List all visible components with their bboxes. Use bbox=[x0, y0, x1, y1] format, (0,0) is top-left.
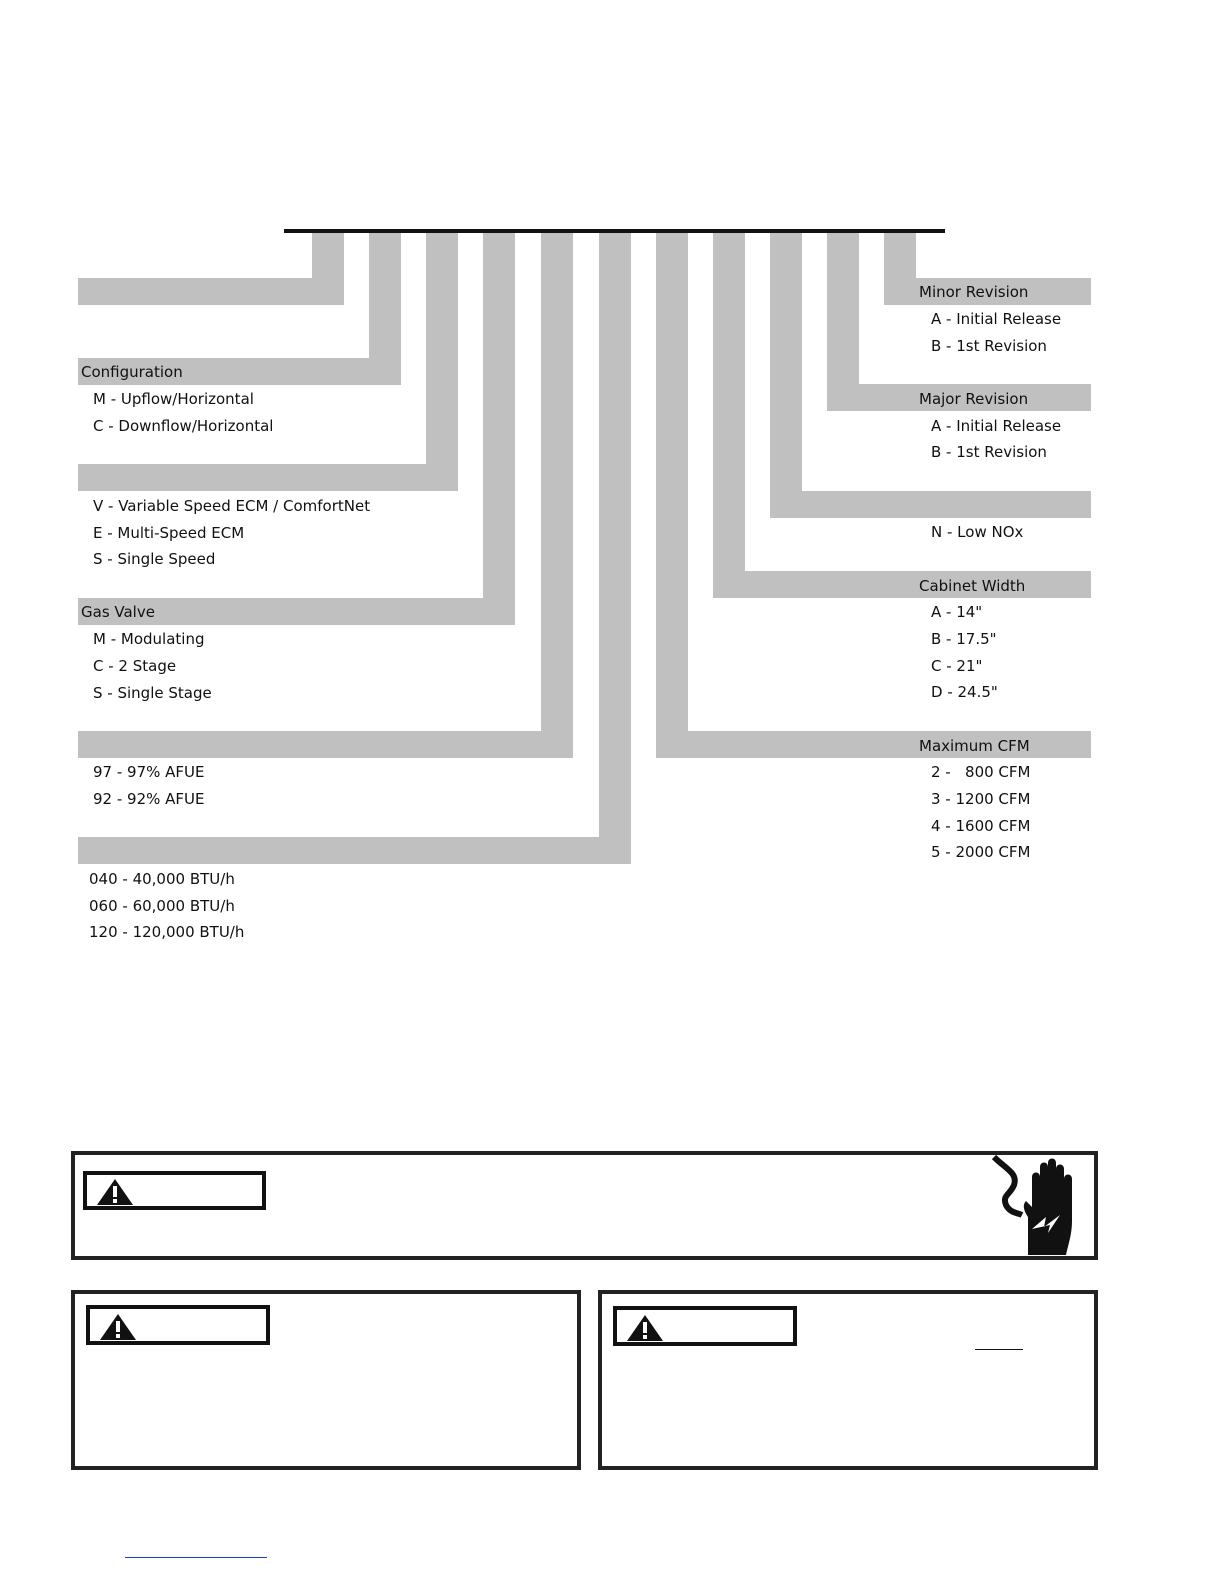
nox-header-bar bbox=[770, 491, 1091, 518]
motor-option: S - Single Speed bbox=[93, 550, 216, 568]
maximum-cfm-option: 2 - 800 CFM bbox=[931, 763, 1031, 781]
major-revision-option: A - Initial Release bbox=[931, 417, 1062, 435]
warning-triangle-icon bbox=[95, 1177, 135, 1207]
configuration-heading: Configuration bbox=[81, 363, 183, 381]
connector-col9-vertical bbox=[770, 233, 802, 518]
motor-header-bar bbox=[78, 464, 458, 491]
minor-revision-heading: Minor Revision bbox=[919, 283, 1029, 301]
link-underline[interactable] bbox=[125, 1557, 267, 1558]
gas-valve-option: S - Single Stage bbox=[93, 684, 212, 702]
gas-valve-option: C - 2 Stage bbox=[93, 657, 177, 675]
electric-shock-hand-icon bbox=[988, 1155, 1084, 1255]
cabinet-width-header-bar bbox=[713, 571, 1091, 598]
connector-col3-vertical bbox=[426, 233, 458, 491]
connector-col4-vertical bbox=[483, 233, 515, 625]
warning-triangle-icon bbox=[625, 1313, 665, 1343]
gas-valve-option: M - Modulating bbox=[93, 630, 205, 648]
gas-valve-heading: Gas Valve bbox=[81, 603, 155, 621]
input-option: 040 - 40,000 BTU/h bbox=[89, 870, 235, 888]
input-option: 120 - 120,000 BTU/h bbox=[89, 923, 245, 941]
connector-col5-vertical bbox=[541, 233, 573, 758]
afue-header-bar bbox=[78, 731, 573, 758]
configuration-option: M - Upflow/Horizontal bbox=[93, 390, 254, 408]
cabinet-width-heading: Cabinet Width bbox=[919, 577, 1026, 595]
nox-option: N - Low NOx bbox=[931, 523, 1024, 541]
underline-mark bbox=[975, 1349, 1023, 1350]
major-revision-option: B - 1st Revision bbox=[931, 443, 1047, 461]
connector-col1-horizontal bbox=[78, 278, 344, 305]
cabinet-width-option: C - 21" bbox=[931, 657, 983, 675]
input-header-bar bbox=[78, 837, 631, 864]
warning-label bbox=[613, 1306, 797, 1346]
cabinet-width-option: A - 14" bbox=[931, 603, 983, 621]
warning-triangle-icon bbox=[98, 1312, 138, 1342]
minor-revision-option: A - Initial Release bbox=[931, 310, 1062, 328]
afue-option: 92 - 92% AFUE bbox=[93, 790, 205, 808]
connector-col7-vertical bbox=[656, 233, 688, 758]
warning-label bbox=[86, 1305, 270, 1345]
connector-col8-vertical bbox=[713, 233, 745, 598]
connector-col6-vertical bbox=[599, 233, 631, 864]
motor-option: E - Multi-Speed ECM bbox=[93, 524, 245, 542]
maximum-cfm-option: 5 - 2000 CFM bbox=[931, 843, 1031, 861]
major-revision-heading: Major Revision bbox=[919, 390, 1029, 408]
maximum-cfm-option: 4 - 1600 CFM bbox=[931, 817, 1031, 835]
input-option: 060 - 60,000 BTU/h bbox=[89, 897, 235, 915]
cabinet-width-option: D - 24.5" bbox=[931, 683, 998, 701]
configuration-option: C - Downflow/Horizontal bbox=[93, 417, 274, 435]
cabinet-width-option: B - 17.5" bbox=[931, 630, 997, 648]
maximum-cfm-option: 3 - 1200 CFM bbox=[931, 790, 1031, 808]
maximum-cfm-heading: Maximum CFM bbox=[919, 737, 1030, 755]
warning-label bbox=[83, 1171, 266, 1210]
motor-option: V - Variable Speed ECM / ComfortNet bbox=[93, 497, 371, 515]
minor-revision-option: B - 1st Revision bbox=[931, 337, 1047, 355]
afue-option: 97 - 97% AFUE bbox=[93, 763, 205, 781]
